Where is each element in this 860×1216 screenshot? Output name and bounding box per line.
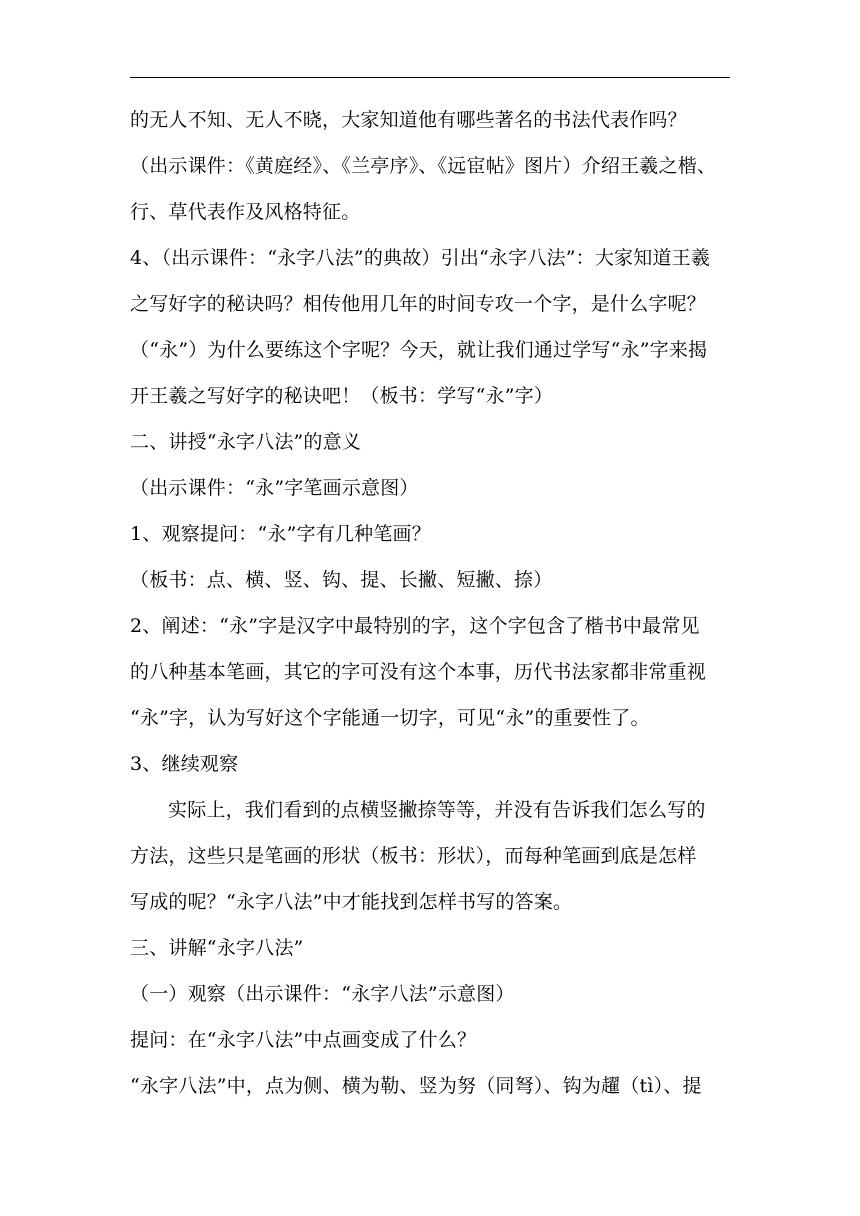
text-line: 方法，这些只是笔画的形状（板书：形状），而每种笔画到底是怎样 [130, 845, 697, 867]
text-line: 4、（出示课件：“永字八法”的典故）引出“永字八法”：大家知道王羲 [130, 247, 711, 269]
text-line: 行、草代表作及风格特征。 [130, 201, 361, 223]
text-line: 的八种基本笔画，其它的字可没有这个本事，历代书法家都非常重视 [130, 661, 707, 683]
section-heading: 三、讲解“永字八法” [130, 937, 304, 959]
text-line: （出示课件：《黄庭经》、《兰亭序》、《远宦帖》图片）介绍王羲之楷、 [130, 155, 717, 177]
text-line: 开王羲之写好字的秘诀吧！（板书：学写“永”字） [130, 385, 554, 407]
subsection-heading: （一）观察（出示课件：“永字八法”示意图） [130, 983, 515, 1005]
document-body [130, 108, 732, 1120]
text-line: “永”字，认为写好这个字能通一切字，可见“永”的重要性了。 [130, 707, 650, 729]
text-line: 的无人不知、无人不晓，大家知道他有哪些著名的书法代表作吗？ [130, 109, 687, 131]
text-line: 1、观察提问：“永”字有几种笔画？ [130, 523, 431, 545]
header-rule [130, 77, 730, 78]
text-line: （出示课件：“永”字笔画示意图） [130, 477, 419, 499]
paragraph-first-line: 实际上，我们看到的点横竖撇捺等等，并没有告诉我们怎么写的 [168, 799, 706, 821]
text-line: 写成的呢？“永字八法”中才能找到怎样书写的答案。 [130, 891, 573, 913]
text-line: （板书：点、横、竖、钩、提、长撇、短撇、捺） [130, 569, 553, 591]
section-heading: 二、讲授“永字八法”的意义 [130, 431, 362, 453]
text-line: 3、继续观察 [130, 753, 239, 775]
text-line: （“永”）为什么要练这个字呢？今天，就让我们通过学写“永”字来揭 [130, 339, 708, 361]
text-line: 之写好字的秘诀吗？相传他用几年的时间专攻一个字，是什么字呢？ [130, 293, 707, 315]
text-line: 2、阐述：“永”字是汉字中最特别的字，这个字包含了楷书中最常见 [130, 615, 700, 637]
text-line: “永字八法”中，点为侧、横为勒、竖为努（同弩）、钩为趯（tì）、提 [130, 1075, 702, 1097]
text-line: 提问：在“永字八法”中点画变成了什么？ [130, 1029, 477, 1051]
